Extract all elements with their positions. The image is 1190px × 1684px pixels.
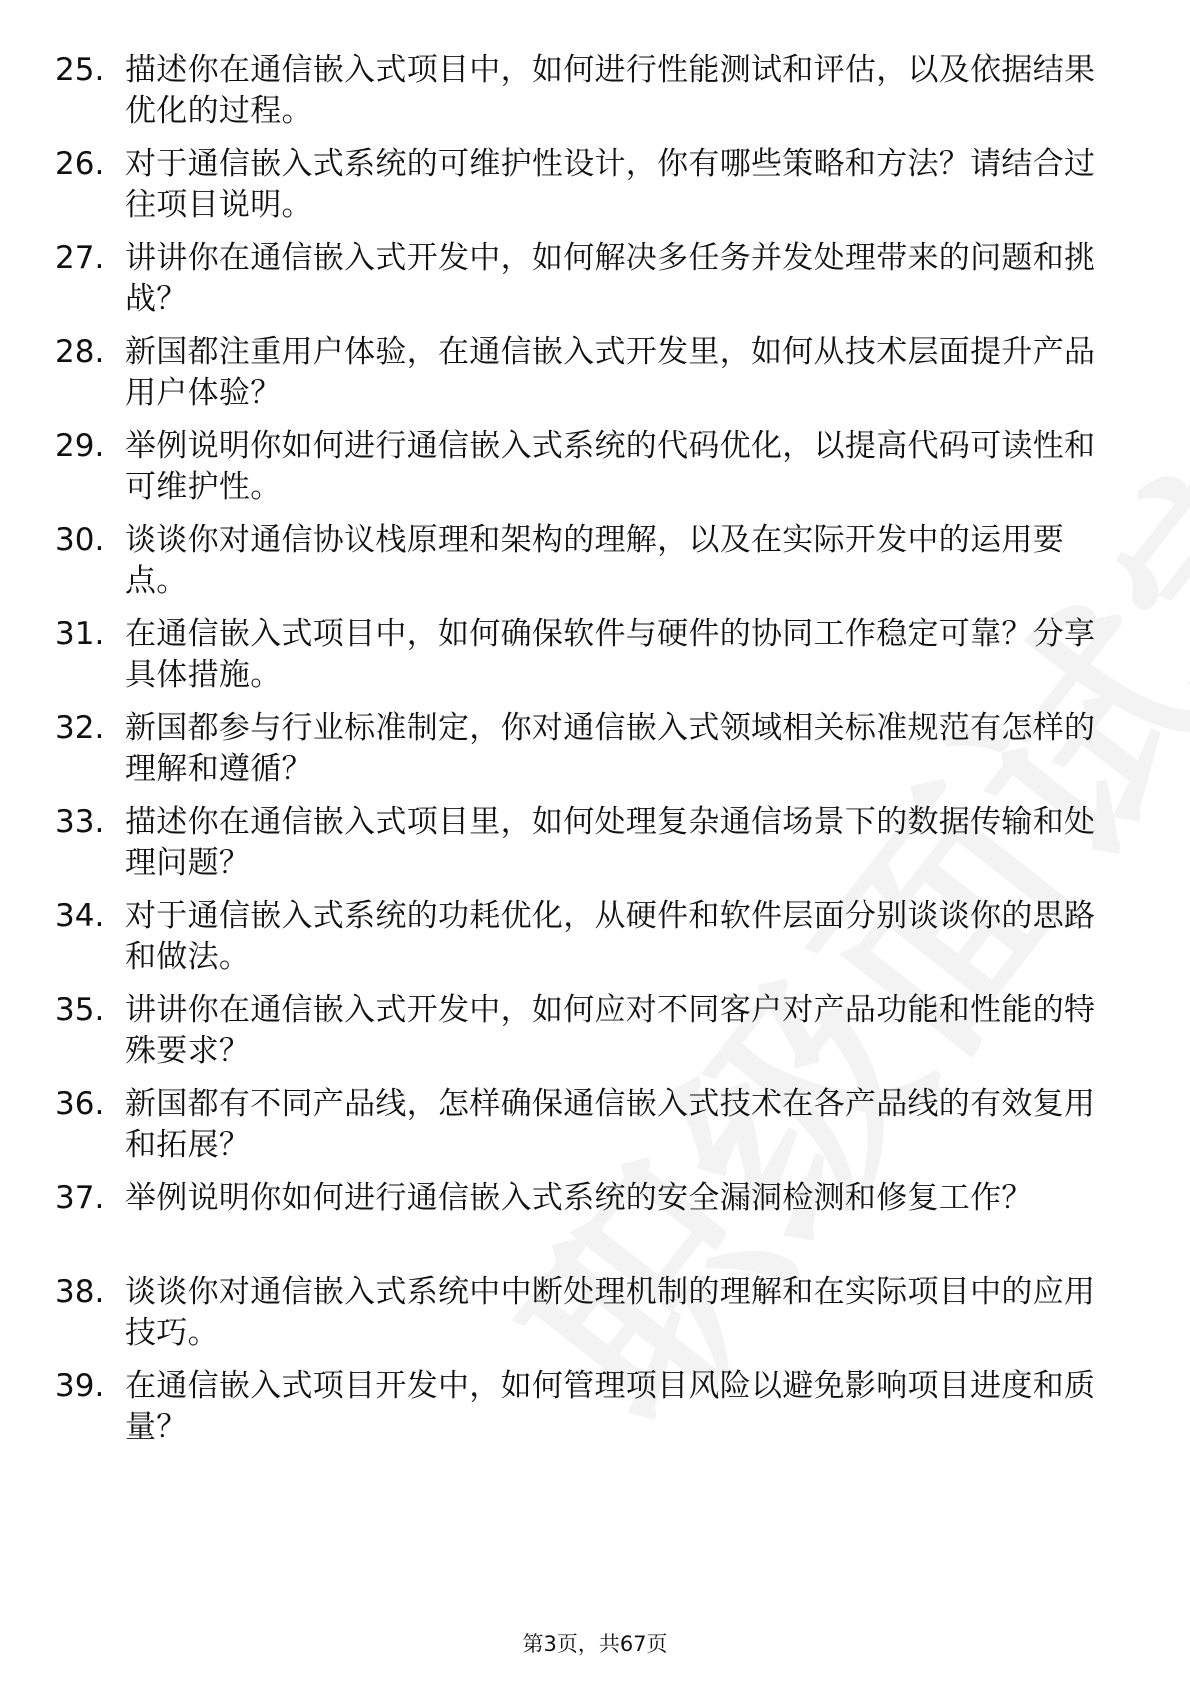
- question-text: 讲讲你在通信嵌入式开发中，如何解决多任务并发处理带来的问题和挑战？: [125, 240, 1096, 317]
- list-item: [0, 1178, 1190, 1272]
- question-text: 新国都注重用户体验，在通信嵌入式开发里，如何从技术层面提升产品用户体验？: [125, 334, 1096, 411]
- question-text: 新国都有不同产品线，怎样确保通信嵌入式技术在各产品线的有效复用和拓展？: [125, 1086, 1096, 1163]
- list-item: [0, 802, 1190, 896]
- question-number: 29.: [55, 428, 105, 464]
- list-item: [0, 50, 1190, 144]
- question-text: 描述你在通信嵌入式项目里，如何处理复杂通信场景下的数据传输和处理问题？: [125, 804, 1096, 881]
- question-number: 32.: [55, 710, 105, 746]
- question-text: 对于通信嵌入式系统的功耗优化，从硬件和软件层面分别谈谈你的思路和做法。: [125, 898, 1096, 975]
- list-item: [0, 896, 1190, 990]
- list-item: [0, 614, 1190, 708]
- question-text: 谈谈你对通信协议栈原理和架构的理解，以及在实际开发中的运用要点。: [125, 522, 1064, 599]
- question-number: 31.: [55, 616, 105, 652]
- list-item: [0, 144, 1190, 238]
- list-item: [0, 990, 1190, 1084]
- question-number: 37.: [55, 1180, 105, 1216]
- question-text: 在通信嵌入式项目中，如何确保软件与硬件的协同工作稳定可靠？分享具体措施。: [125, 616, 1096, 693]
- question-number: 33.: [55, 804, 105, 840]
- question-text: 讲讲你在通信嵌入式开发中，如何应对不同客户对产品功能和性能的特殊要求？: [125, 992, 1096, 1069]
- question-number: 28.: [55, 334, 105, 370]
- list-item: [0, 520, 1190, 614]
- list-item: [0, 1272, 1190, 1366]
- question-number: 35.: [55, 992, 105, 1028]
- question-text: 谈谈你对通信嵌入式系统中中断处理机制的理解和在实际项目中的应用技巧。: [125, 1274, 1096, 1351]
- list-item: [0, 332, 1190, 426]
- question-text: 新国都参与行业标准制定，你对通信嵌入式领域相关标准规范有怎样的理解和遵循？: [125, 710, 1096, 787]
- question-text: 在通信嵌入式项目开发中，如何管理项目风险以避免影响项目进度和质量？: [125, 1368, 1096, 1445]
- question-text: 举例说明你如何进行通信嵌入式系统的安全漏洞检测和修复工作？: [125, 1180, 1033, 1216]
- question-list: [0, 50, 1190, 1460]
- question-number: 30.: [55, 522, 105, 558]
- question-number: 25.: [55, 52, 105, 88]
- question-number: 26.: [55, 146, 105, 182]
- question-text: 描述你在通信嵌入式项目中，如何进行性能测试和评估，以及依据结果优化的过程。: [125, 52, 1096, 129]
- list-item: [0, 426, 1190, 520]
- page-footer: [0, 1628, 1190, 1658]
- page-number-label: 第3页，共67页: [522, 1632, 668, 1656]
- question-text: 举例说明你如何进行通信嵌入式系统的代码优化，以提高代码可读性和可维护性。: [125, 428, 1096, 505]
- question-number: 34.: [55, 898, 105, 934]
- list-item: [0, 1366, 1190, 1460]
- list-item: [0, 708, 1190, 802]
- question-number: 38.: [55, 1274, 105, 1310]
- question-text: 对于通信嵌入式系统的可维护性设计，你有哪些策略和方法？请结合过往项目说明。: [125, 146, 1096, 223]
- list-item: [0, 1084, 1190, 1178]
- question-number: 36.: [55, 1086, 105, 1122]
- question-number: 27.: [55, 240, 105, 276]
- list-item: [0, 238, 1190, 332]
- question-number: 39.: [55, 1368, 105, 1404]
